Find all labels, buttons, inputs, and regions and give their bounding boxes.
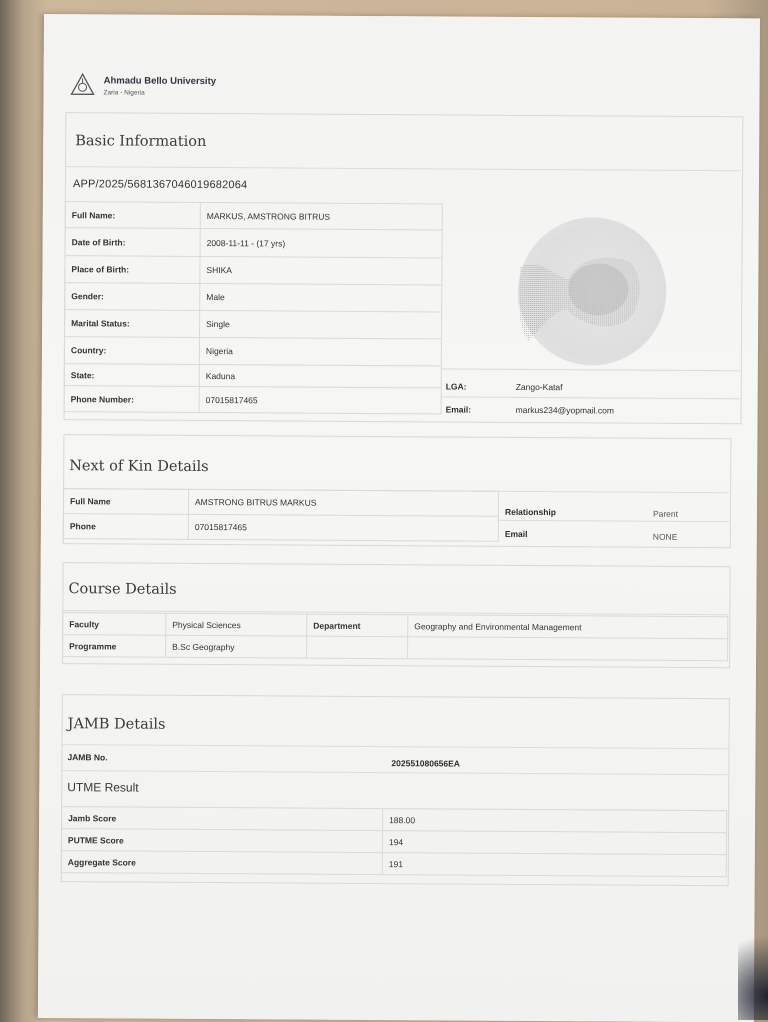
university-location: Zaria - Nigeria — [104, 89, 216, 97]
jamb-score-label: Jamb Score — [62, 807, 383, 831]
kin-full-name-value: AMSTRONG BITRUS MARKUS — [188, 489, 498, 516]
kin-table — [63, 488, 499, 542]
gender-value: Male — [200, 283, 442, 311]
country-value: Nigeria — [199, 337, 441, 365]
gender-label: Gender: — [65, 283, 200, 311]
kin-full-name-label: Full Name — [63, 489, 188, 515]
dob-value: 2008-11-11 - (17 yrs) — [200, 228, 442, 257]
department-value: Geography and Environmental Management — [408, 615, 728, 639]
university-name: Ahmadu Bello University — [104, 75, 217, 87]
course-table — [62, 612, 728, 661]
faculty-label: Faculty — [63, 613, 166, 636]
programme-value: B.Sc Geography — [166, 635, 307, 658]
aggregate-score-value: 191 — [382, 853, 726, 877]
utme-result-title: UTME Result — [67, 780, 138, 794]
putme-score-value: 194 — [382, 831, 726, 855]
phone-number-value: 07015817465 — [199, 386, 441, 413]
programme-label: Programme — [63, 635, 166, 658]
university-header — [69, 72, 216, 99]
dob-label: Date of Birth: — [65, 228, 200, 257]
jamb-no-value: 202551080656EA — [391, 758, 460, 768]
jamb-no-label: JAMB No. — [67, 752, 107, 762]
relationship-value: Parent — [653, 509, 678, 519]
country-label: Country: — [64, 337, 199, 365]
lga-value: Zango-Kataf — [516, 382, 563, 392]
photo-silhouette-icon — [518, 217, 667, 366]
next-of-kin-title: Next of Kin Details — [69, 458, 209, 475]
utme-table — [61, 806, 727, 877]
state-value: Kaduna — [199, 364, 441, 387]
marital-status-value: Single — [200, 310, 442, 338]
photo-shadow — [738, 900, 768, 1020]
state-label: State: — [64, 364, 199, 387]
full-name-value: MARKUS, AMSTRONG BITRUS — [200, 202, 442, 229]
relationship-label: Relationship — [505, 507, 556, 517]
email-label: Email: — [446, 404, 472, 414]
printed-page — [38, 14, 760, 1022]
email-value: markus234@yopmail.com — [516, 405, 614, 416]
kin-phone-label: Phone — [63, 514, 188, 540]
jamb-score-value: 188.00 — [383, 809, 727, 833]
jamb-title: JAMB Details — [68, 716, 166, 733]
kin-phone-value: 07015817465 — [188, 514, 498, 541]
marital-status-label: Marital Status: — [65, 310, 200, 338]
department-label: Department — [307, 614, 408, 637]
basic-info-table — [64, 201, 443, 414]
full-name-label: Full Name: — [65, 202, 200, 229]
kin-email-label: Email — [505, 529, 528, 539]
basic-info-title: Basic Information — [75, 133, 206, 150]
application-number: APP/2025/5681367046019682064 — [73, 178, 248, 191]
applicant-photo — [518, 217, 667, 366]
lga-label: LGA: — [446, 381, 467, 391]
university-logo-icon — [69, 72, 95, 98]
aggregate-score-label: Aggregate Score — [61, 851, 382, 875]
kin-email-value: NONE — [653, 532, 678, 542]
putme-score-label: PUTME Score — [61, 829, 382, 853]
phone-number-label: Phone Number: — [64, 386, 199, 413]
course-title: Course Details — [68, 581, 176, 598]
faculty-value: Physical Sciences — [166, 613, 307, 636]
place-of-birth-value: SHIKA — [200, 256, 442, 284]
place-of-birth-label: Place of Birth: — [65, 256, 200, 284]
